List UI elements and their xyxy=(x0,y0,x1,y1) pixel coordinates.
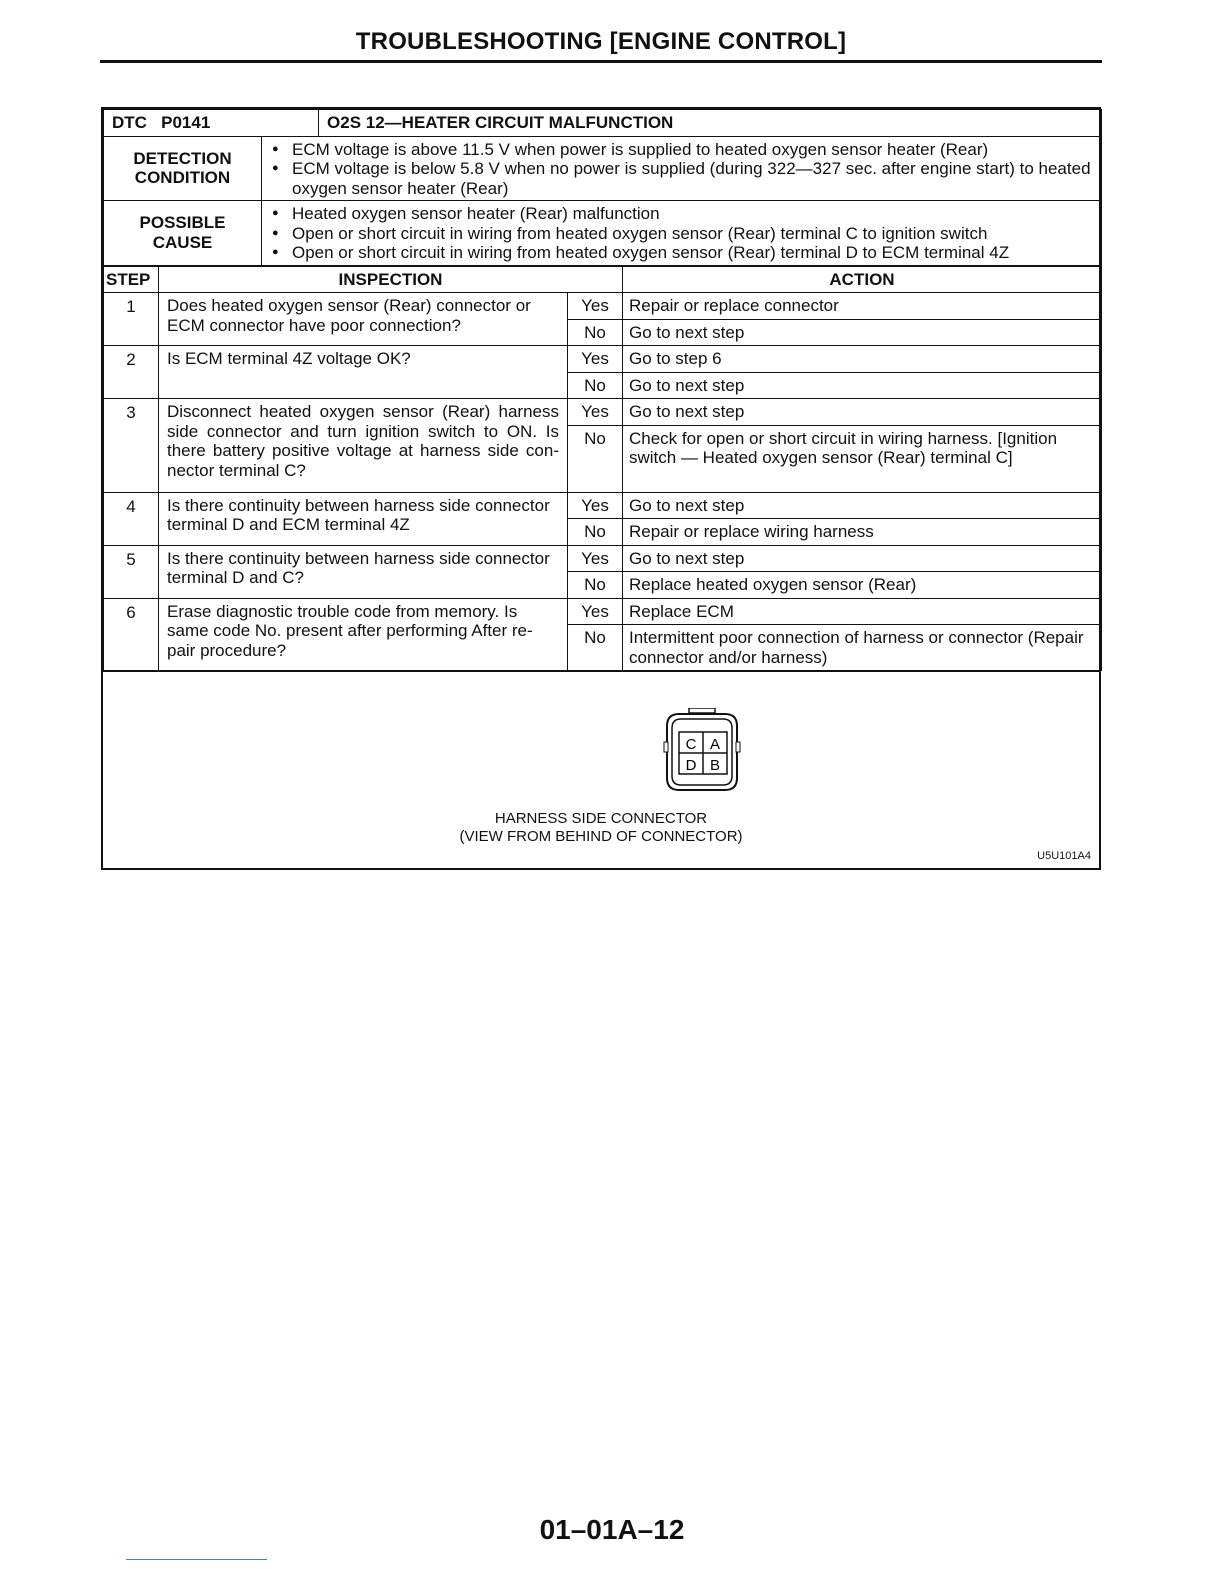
dtc-description: O2S 12—HEATER CIRCUIT MALFUNCTION xyxy=(319,110,1102,137)
cause-row xyxy=(104,201,1102,266)
inspection-table xyxy=(103,266,1102,672)
terminal-b-label: B xyxy=(709,757,721,774)
terminal-d-label: D xyxy=(685,757,697,774)
no-label: No xyxy=(568,519,623,546)
cause-item: ● Open or short circuit in wiring from heated oxygen sensor (Rear) terminal C to ignition switch xyxy=(268,224,1095,244)
dtc-row xyxy=(104,110,1102,137)
figure-caption-line1: HARNESS SIDE CONNECTOR xyxy=(494,810,708,827)
yes-action: Go to step 6 xyxy=(623,346,1102,373)
detection-item: ● ECM voltage is below 5.8 V when no power is supplied (during 322—327 sec. after engine start) to heated oxygen sensor heater (Rear) xyxy=(268,159,1095,198)
step-number: 3 xyxy=(104,399,159,493)
detection-row xyxy=(104,136,1102,201)
step-inspection: Does heated oxygen sensor (Rear) connector or ECM connector have poor connection? xyxy=(159,293,568,346)
page-title: TROUBLESHOOTING [ENGINE CONTROL] xyxy=(355,28,847,55)
no-label: No xyxy=(568,625,623,671)
terminal-c-label: C xyxy=(685,736,697,753)
terminal-a-label: A xyxy=(709,736,721,753)
step-number: 6 xyxy=(104,598,159,671)
harness-connector-diagram xyxy=(663,708,743,798)
dtc-cell xyxy=(104,110,319,137)
no-label: No xyxy=(568,319,623,346)
step-inspection: Is ECM terminal 4Z voltage OK? xyxy=(159,346,568,399)
yes-action: Repair or replace connector xyxy=(623,293,1102,320)
step-inspection: Is there continuity between harness side connector terminal D and ECM terminal 4Z xyxy=(159,492,568,545)
cause-item: ● Open or short circuit in wiring from heated oxygen sensor (Rear) terminal D to ECM terminal 4Z xyxy=(268,243,1095,263)
possible-cause-cell xyxy=(262,201,1102,266)
page-number: 01–01A–12 xyxy=(539,1514,685,1545)
figure-code: U5U101A4 xyxy=(1037,850,1091,862)
step-row xyxy=(104,492,1102,519)
step-number: 4 xyxy=(104,492,159,545)
yes-label: Yes xyxy=(568,598,623,625)
no-action: Repair or replace wiring harness xyxy=(623,519,1102,546)
yes-label: Yes xyxy=(568,346,623,373)
yes-action: Go to next step xyxy=(623,492,1102,519)
step-row xyxy=(104,598,1102,625)
detection-condition-cell xyxy=(262,136,1102,201)
step-number: 2 xyxy=(104,346,159,399)
dtc-code: P0141 xyxy=(161,113,211,132)
step-inspection: Is there continuity between harness side connector terminal D and C? xyxy=(159,545,568,598)
step-row xyxy=(104,346,1102,373)
no-action: Check for open or short circuit in wiring harness. [Ignition switch — Heated oxygen sensor (Rear) terminal C] xyxy=(623,425,1102,492)
figure-caption-line2: (VIEW FROM BEHIND OF CONNECTOR) xyxy=(459,828,743,845)
condition-table xyxy=(103,109,1102,266)
yes-action: Go to next step xyxy=(623,545,1102,572)
column-header-row xyxy=(104,266,1102,293)
yes-label: Yes xyxy=(568,492,623,519)
step-inspection: Disconnect heated oxygen sensor (Rear) harness side connector and turn ignition switch to ON. Is there battery positive voltage at harness side con- nector terminal C? xyxy=(159,399,568,493)
detection-label: DETECTION CONDITION xyxy=(104,136,262,201)
yes-action: Go to next step xyxy=(623,399,1102,426)
yes-label: Yes xyxy=(568,399,623,426)
no-action: Replace heated oxygen sensor (Rear) xyxy=(623,572,1102,599)
troubleshooting-sheet xyxy=(101,107,1101,870)
step-number: 5 xyxy=(104,545,159,598)
connector-figure xyxy=(103,671,1099,868)
action-column-header: ACTION xyxy=(623,266,1102,293)
step-number: 1 xyxy=(104,293,159,346)
no-label: No xyxy=(568,572,623,599)
no-action: Intermittent poor connection of harness or connector (Repair connector and/or harness) xyxy=(623,625,1102,671)
step-inspection: Erase diagnostic trouble code from memory. Is same code No. present after performing After re- pair procedure? xyxy=(159,598,568,671)
cause-item: ● Heated oxygen sensor heater (Rear) malfunction xyxy=(268,204,1095,224)
cause-label: POSSIBLE CAUSE xyxy=(104,201,262,266)
no-action: Go to next step xyxy=(623,319,1102,346)
no-label: No xyxy=(568,372,623,399)
step-row xyxy=(104,545,1102,572)
title-rule xyxy=(100,60,1102,63)
link-underline xyxy=(126,1559,267,1560)
step-row xyxy=(104,399,1102,426)
step-column-header: STEP xyxy=(104,266,159,293)
inspection-column-header: INSPECTION xyxy=(159,266,623,293)
yes-label: Yes xyxy=(568,545,623,572)
no-label: No xyxy=(568,425,623,492)
dtc-label: DTC xyxy=(112,113,147,132)
yes-action: Replace ECM xyxy=(623,598,1102,625)
no-action: Go to next step xyxy=(623,372,1102,399)
detection-item: ● ECM voltage is above 11.5 V when power is supplied to heated oxygen sensor heater (Rear) xyxy=(268,140,1095,160)
yes-label: Yes xyxy=(568,293,623,320)
step-row xyxy=(104,293,1102,320)
